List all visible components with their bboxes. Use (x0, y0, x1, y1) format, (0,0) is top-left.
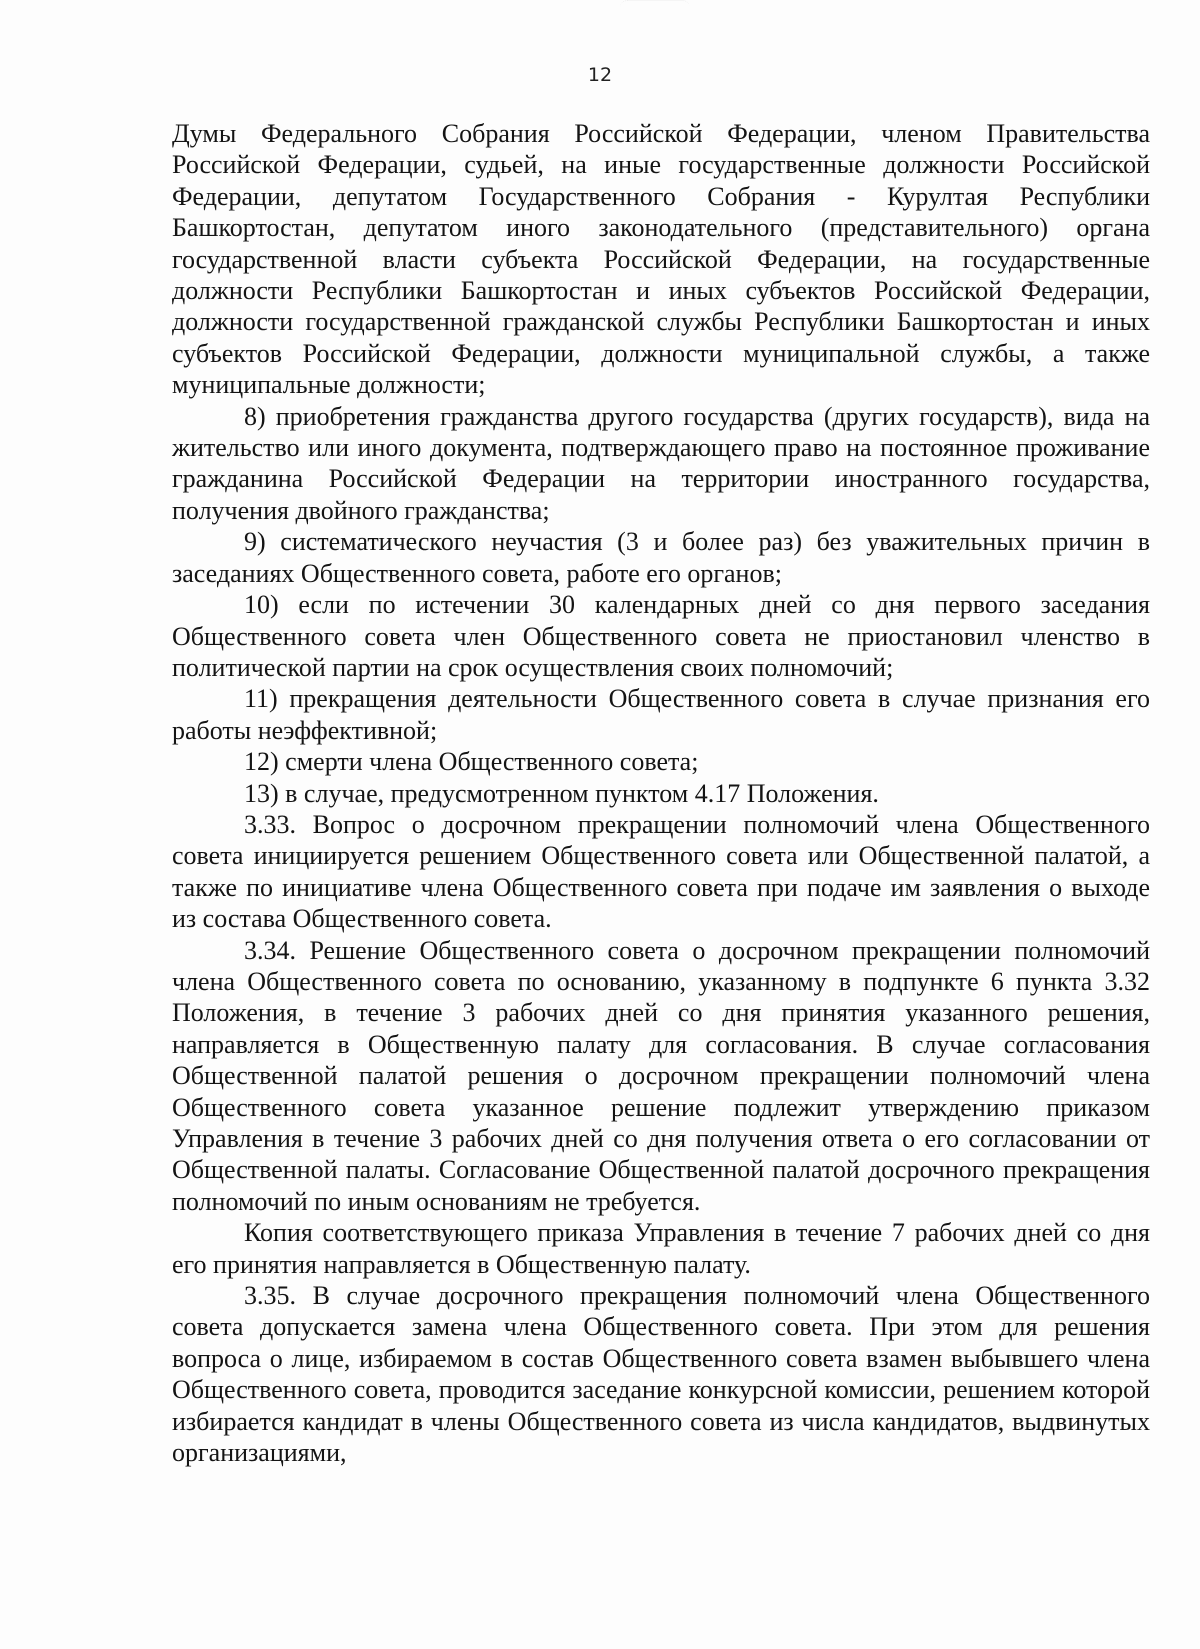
scan-artifact (620, 0, 690, 15)
list-item-13: 13) в случае, предусмотренном пунктом 4.17 Положения. (244, 778, 879, 808)
list-item-12: 12) смерти члена Общественного совета; (244, 747, 699, 777)
clause-3-34: 3.34. Решение Общественного совета о досрочном прекращении полномочий члена Общественного совета по основанию, указанному в подпункте 6 пункта 3.32 Положения, в течение 3 рабочих дней со дня принятия указанного решения, направляется в Общественную палату для согласования. В случае согласования Общественной палатой решения о досрочном прекращении полномочий члена Общественного совета указанное решение подлежит утверждению приказом Управления в течение 3 рабочих дней со дня получения ответа о его согласовании от Общественной палаты. Согласование Общественной палатой досрочного прекращения полномочий по иным основаниям не требуется. (172, 935, 1150, 1216)
paragraph-continuation: Думы Федерального Собрания Российской Федерации, членом Правительства Российской Федерации, судьей, на иные государственные должности Российской Федерации, депутатом Государственного Собрания - Курултая Республики Башкортостан, депутатом иного законодательного (представительного) органа государственной власти субъекта Российской Федерации, на государственные должности Республики Башкортостан и иных субъектов Российской Федерации, должности государственной гражданской службы Республики Башкортостан и иных субъектов Российской Федерации, должности муниципальной службы, а также муниципальные должности; (172, 119, 1150, 400)
list-item-8: 8) приобретения гражданства другого государства (других государств), вида на жительство или иного документа, подтверждающего право на постоянное проживание гражданина Российской Федерации на территории иностранного государства, получения двойного гражданства; (172, 401, 1150, 525)
clause-3-35: 3.35. В случае досрочного прекращения полномочий члена Общественного совета допускается замена члена Общественного совета. При этом для решения вопроса о лице, избираемом в состав Общественного совета взамен выбывшего члена Общественного совета, проводится заседание конкурсной комиссии, решением которой избирается кандидат в члены Общественного совета из числа кандидатов, выдвинутых организациями, (172, 1281, 1150, 1468)
document-body (172, 118, 1150, 1468)
page-number: 12 (587, 64, 613, 86)
list-item-9: 9) систематического неучастия (3 и более раз) без уважительных причин в заседаниях Общественного совета, работе его органов; (172, 527, 1150, 588)
paragraph-copy-order: Копия соответствующего приказа Управления в течение 7 рабочих дней со дня его принятия направляется в Общественную палату. (172, 1218, 1150, 1279)
list-item-11: 11) прекращения деятельности Общественного совета в случае признания его работы неэффективной; (172, 684, 1150, 745)
list-item-10: 10) если по истечении 30 календарных дней со дня первого заседания Общественного совета член Общественного совета не приостановил членство в политической партии на срок осуществления своих полномочий; (172, 590, 1150, 682)
clause-3-33: 3.33. Вопрос о досрочном прекращении полномочий члена Общественного совета инициируется решением Общественного совета или Общественной палатой, а также по инициативе члена Общественного совета при подаче им заявления о выходе из состава Общественного совета. (172, 809, 1150, 934)
